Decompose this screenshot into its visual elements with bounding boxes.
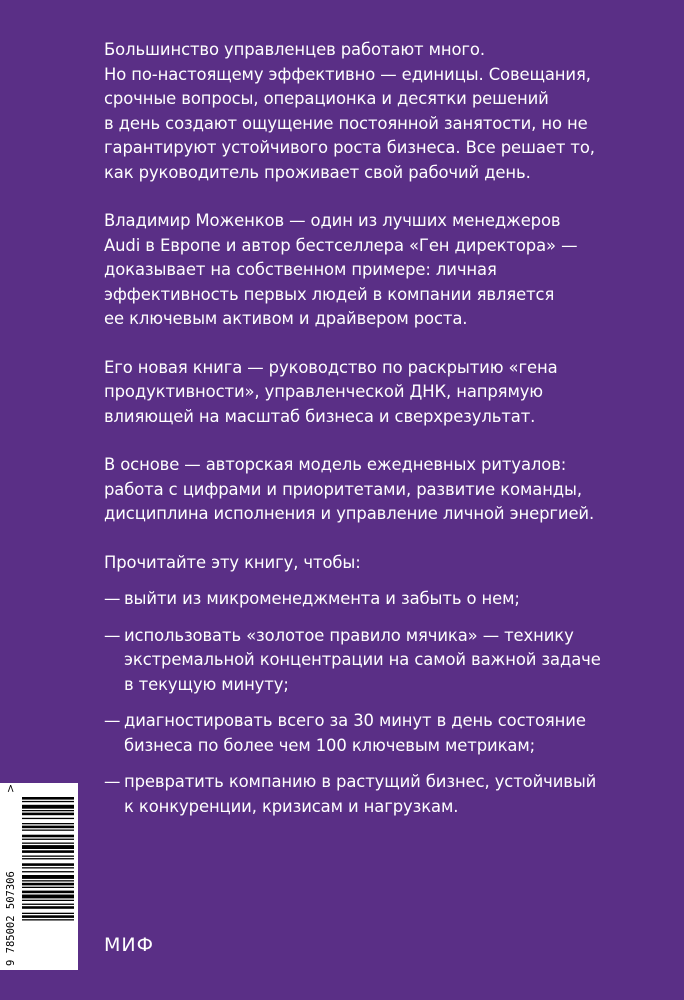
dash-marker: — <box>104 625 121 645</box>
barcode-graphic <box>0 783 78 970</box>
barcode-bar <box>22 830 74 831</box>
barcode-bar <box>22 906 74 909</box>
barcode-bar <box>22 919 74 920</box>
paragraph-4: В основе — авторская модель ежедневных ритуалов: работа с цифрами и приоритетами, развитие команды, дисциплина исполнения и управление личной энергией. <box>104 455 595 523</box>
barcode-bar <box>22 797 74 800</box>
barcode-bar <box>22 801 74 802</box>
barcode-digits: 9 785002 507306 <box>5 871 17 966</box>
paragraph-3: Его новая книга — руководство по раскрытию «гена продуктивности», управленческой ДНК, напрямую влияющей на масштаб бизнеса и сверхрезультат. <box>104 357 558 426</box>
barcode-bar <box>22 875 74 879</box>
dash-marker: — <box>104 589 121 608</box>
dash-marker: — <box>104 711 121 730</box>
paragraph-2: Владимир Моженков — один из лучших менеджеров Audi в Европе и автор бестселлера «Ген директора» — доказывает на собственном примере: личная эффективность первых людей в компании является ее ключевым активом и драйвером роста. <box>104 211 578 328</box>
publisher-logo: МИФ <box>104 934 154 956</box>
dash-marker: — <box>104 772 121 791</box>
barcode-bar <box>22 887 74 888</box>
list-item-text: превратить компанию в растущий бизнес, устойчивый к конкуренции, кризисам и нагрузкам. <box>124 772 597 816</box>
barcode-bar <box>22 818 74 819</box>
barcode-bar <box>22 880 74 881</box>
benefits-list <box>104 587 664 819</box>
barcode-bar <box>22 805 74 809</box>
barcode-bar <box>22 904 74 905</box>
list-item-text: использовать «золотое правило мячика» — технику экстремальной концентрации на самой важной задаче в текущую минуту; <box>124 625 601 694</box>
barcode-bar <box>22 810 74 811</box>
list-intro: Прочитайте эту книгу, чтобы: <box>104 552 361 572</box>
barcode-bar <box>22 835 74 838</box>
barcode-bar <box>22 915 74 918</box>
list-item-text: выйти из микроменеджмента и забыть о нем; <box>124 589 520 608</box>
barcode-bar <box>22 895 74 899</box>
barcode-bar <box>22 900 74 901</box>
barcode-bar <box>22 913 74 914</box>
barcode-bar <box>22 826 74 829</box>
list-item-text: диагностировать всего за 30 минут в день состояние бизнеса по более чем 100 ключевым метрикам; <box>124 711 586 755</box>
barcode-bar <box>22 891 74 894</box>
barcode-bar <box>22 813 74 816</box>
barcode-bar <box>22 845 74 849</box>
barcode-bar <box>22 867 74 868</box>
barcode-bar <box>22 856 74 857</box>
list-item <box>104 770 664 819</box>
barcode-bars <box>22 797 74 921</box>
barcode-bar <box>22 883 74 886</box>
paragraph-1: Большинство управленцев работают много. Но по-настоящему эффективно — единицы. Совещания, срочные вопросы, операционка и десятки решений в день создают ощущение постоянной занятости, но не гарантируют устойчивого роста бизнеса. Все решает то, как руководитель проживает свой рабочий день. <box>104 40 595 182</box>
barcode-bar <box>22 871 74 872</box>
barcode-arrow: > <box>4 783 17 793</box>
barcode-bar <box>22 863 74 866</box>
list-item <box>104 624 664 698</box>
isbn-barcode <box>0 783 78 970</box>
barcode-bar <box>22 850 74 853</box>
back-cover-text <box>104 38 664 831</box>
barcode-bar <box>22 843 74 844</box>
barcode-bar <box>22 839 74 840</box>
list-item <box>104 709 664 758</box>
barcode-bar <box>22 858 74 859</box>
list-item <box>104 587 664 612</box>
barcode-bar <box>22 823 74 824</box>
